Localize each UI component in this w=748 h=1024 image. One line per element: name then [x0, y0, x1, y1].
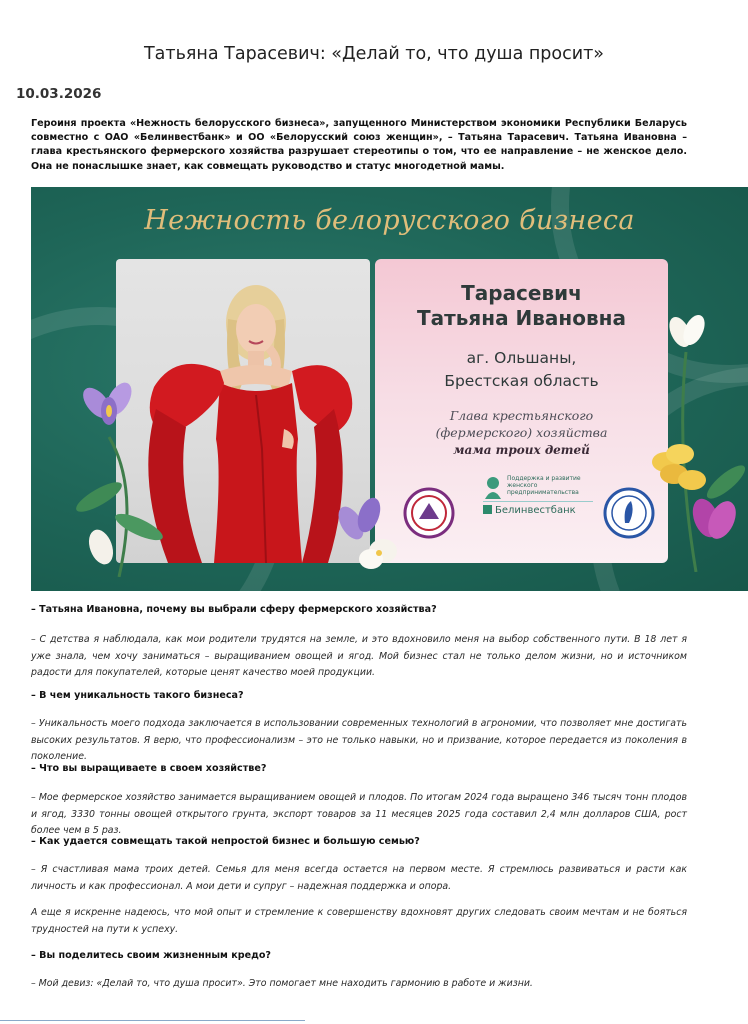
answer-4-continued: А еще я искренне надеюсь, что мой опыт и стремление к совершенству вдохновят других следовать своим мечтам и не бояться трудностей на пути к успеху.	[31, 907, 687, 935]
bank-name: Белинвестбанк	[495, 505, 576, 516]
answer-4: – Я счастливая мама троих детей. Семья для меня всегда остается на первом месте. Я стремлюсь развиваться и расти как личность и как профессионал. А мои дети и супруг – надежная поддержка и опора.	[31, 864, 687, 892]
role-line-1: Глава крестьянского	[449, 408, 594, 423]
logo-text-1: Поддержка и развитие	[507, 475, 581, 482]
flowers-right-decoration	[636, 312, 748, 576]
bank-icon	[483, 505, 492, 514]
question-2-block	[31, 690, 687, 701]
person-name	[375, 281, 668, 331]
answer-5: – Мой девиз: «Делай то, что душа просит». Это помогает мне находить гармонию в работе и жизни.	[31, 978, 533, 989]
article-title: Татьяна Тарасевич: «Делай то, что душа просит»	[143, 44, 605, 64]
question-5: – Вы поделитесь своим жизненным кредо?	[31, 950, 271, 961]
role-line-2: (фермерского) хозяйства	[435, 425, 608, 440]
footer-divider	[0, 1020, 305, 1021]
answer-3-block	[31, 790, 687, 840]
article-banner	[31, 187, 748, 591]
answer-1: – С детства я наблюдала, как мои родители трудятся на земле, и это вдохновило меня на выбор собственного пути. В 18 лет я уже знала, чем хочу заниматься – выращиванием овощей и ягод. Мой бизнес стал не только делом жизни, но и источником радости для покупателей, которые ценят качество моей продукции.	[31, 634, 687, 678]
question-5-block	[31, 950, 687, 961]
women-business-logo	[483, 475, 593, 516]
flowers-left-decoration	[69, 377, 179, 581]
location-region: Брестская область	[444, 372, 599, 390]
banner-title: Нежность белорусского бизнеса	[144, 205, 635, 236]
flowers-center-decoration	[331, 493, 411, 587]
person-kids: мама троих детей	[453, 443, 590, 457]
question-3-block	[31, 763, 687, 774]
question-3: – Что вы выращиваете в своем хозяйстве?	[31, 763, 267, 774]
answer-3: – Мое фермерское хозяйство занимается выращиванием овощей и плодов. По итогам 2024 года выращено 346 тысяч тонн плодов и ягод, 3330 тонны овощей открытого грунта, экспорт товаров за 11 месяцев 2025 года составил 2,4 млн долларов США, рост более чем в 5 раз.	[31, 792, 687, 836]
logo-text-2: женского	[507, 482, 538, 489]
interview-section	[31, 604, 687, 615]
person-surname: Тарасевич	[461, 281, 582, 305]
question-4: – Как удается совмещать такой непростой бизнес и большую семью?	[31, 836, 420, 847]
info-card	[375, 259, 668, 563]
answer-4b-block	[31, 905, 687, 938]
answer-2-block	[31, 716, 687, 766]
article-date: 10.03.2026	[16, 86, 102, 102]
logo-text-3: предпринимательства	[507, 489, 579, 496]
answer-1-block	[31, 632, 687, 682]
question-4-block	[31, 836, 687, 847]
person-role	[375, 407, 668, 441]
article-lead: Героиня проекта «Нежность белорусского бизнеса», запущенного Министерством экономики Республики Беларусь совместно с ОАО «Белинвестбанк» и ОО «Белорусский союз женщин», – Татьяна Тарасевич. Татьяна Ивановна – глава крестьянского фермерского хозяйства разрушает стереотипы о том, что ее направление – не женское дело. Она не понаслышке знает, как совмещать руководство и статус многодетной мамы.	[31, 118, 687, 172]
answer-4-block	[31, 862, 687, 895]
question-2: – В чем уникальность такого бизнеса?	[31, 690, 244, 701]
person-given-name: Татьяна Ивановна	[417, 306, 626, 330]
answer-5-block	[31, 976, 687, 993]
location-village: аг. Ольшаны,	[466, 349, 577, 367]
answer-2: – Уникальность моего подхода заключается в использовании современных технологий в агрономии, что позволяет мне достигать высоких результатов. Я верю, что профессионализм – это не только навыки, но и призвание, которое передается из поколения в поколение.	[31, 718, 687, 762]
question-1: – Татьяна Ивановна, почему вы выбрали сферу фермерского хозяйства?	[31, 604, 437, 615]
person-location	[375, 347, 668, 393]
